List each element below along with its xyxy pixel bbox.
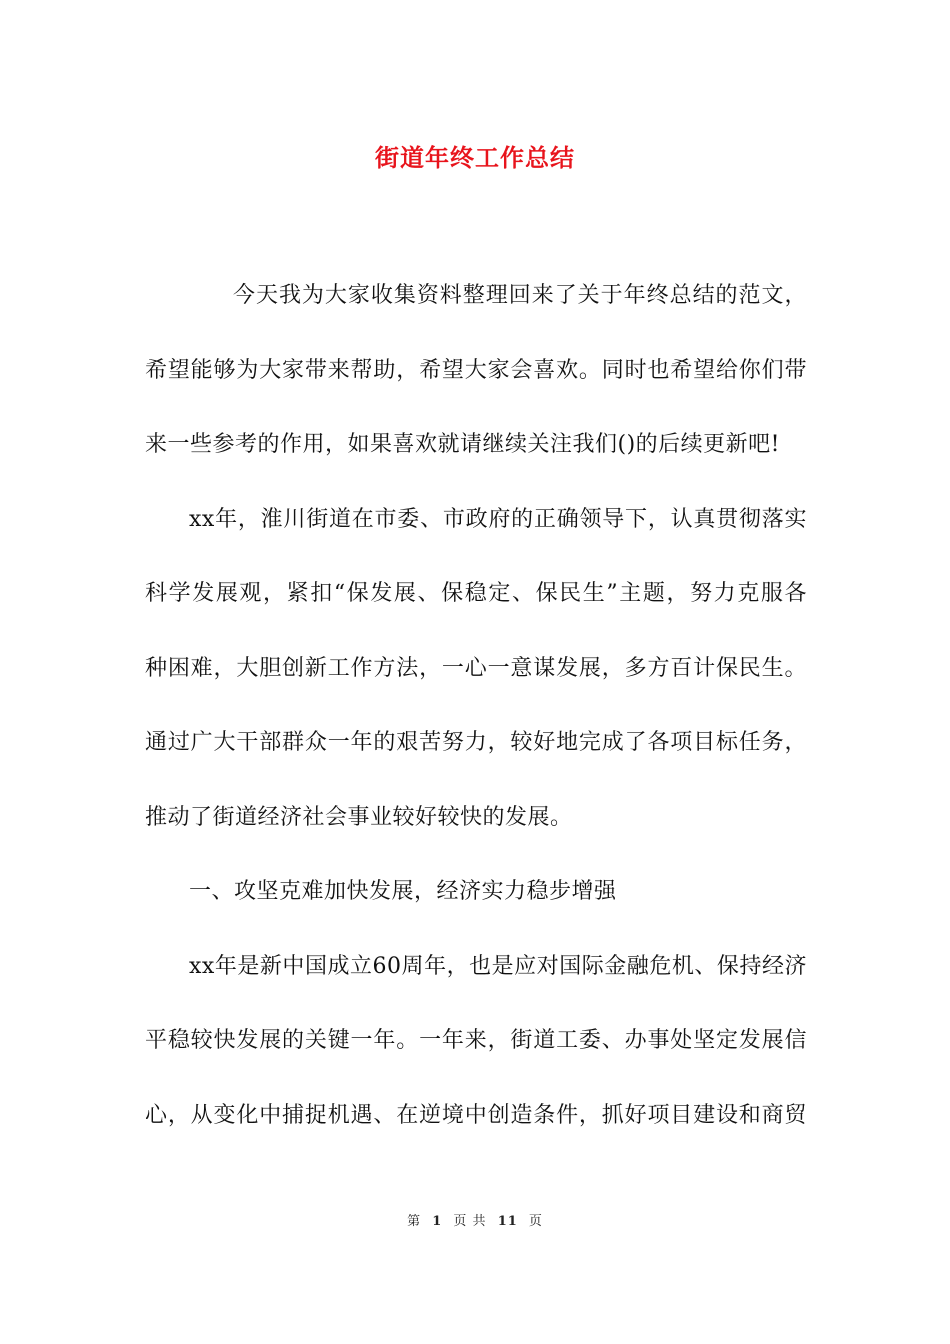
document-title: 街道年终工作总结 [375, 144, 575, 172]
footer-middle: 页 共 [453, 1214, 487, 1229]
paragraph-line: xx年，淮川街道在市委、市政府的正确领导下，认真贯彻落实 [189, 506, 807, 532]
section-heading: 一、攻坚克难加快发展，经济实力稳步增强 [189, 879, 617, 904]
footer-prefix: 第 [407, 1214, 422, 1229]
paragraph-line: 来一些参考的作用，如果喜欢就请继续关注我们()的后续更新吧! [145, 432, 781, 457]
page-footer [0, 1210, 950, 1229]
paragraph-line: 平稳较快发展的关键一年。一年来，街道工委、办事处坚定发展信 [145, 1028, 807, 1053]
paragraph-line: 今天我为大家收集资料整理回来了关于年终总结的范文， [233, 283, 807, 308]
paragraph-line: 种困难，大胆创新工作方法，一心一意谋发展，多方百计保民生。 [145, 655, 807, 681]
current-page-number: 1 [432, 1214, 443, 1229]
footer-suffix: 页 [528, 1214, 543, 1229]
document-body [145, 276, 807, 1170]
paragraph-line: 希望能够为大家带来帮助，希望大家会喜欢。同时也希望给你们带 [145, 357, 807, 383]
total-pages-number: 11 [497, 1214, 518, 1229]
paragraph-line: 推动了街道经济社会事业较好较快的发展。 [145, 804, 573, 830]
paragraph-line: 心，从变化中捕捉机遇、在逆境中创造条件，抓好项目建设和商贸 [145, 1102, 807, 1128]
paragraph-line: 通过广大干部群众一年的艰苦努力，较好地完成了各项目标任务， [145, 730, 807, 755]
paragraph-line: xx年是新中国成立60周年，也是应对国际金融危机、保持经济 [189, 953, 807, 979]
paragraph-line: 科学发展观，紧扣“保发展、保稳定、保民生”主题，努力克服各 [145, 581, 807, 606]
